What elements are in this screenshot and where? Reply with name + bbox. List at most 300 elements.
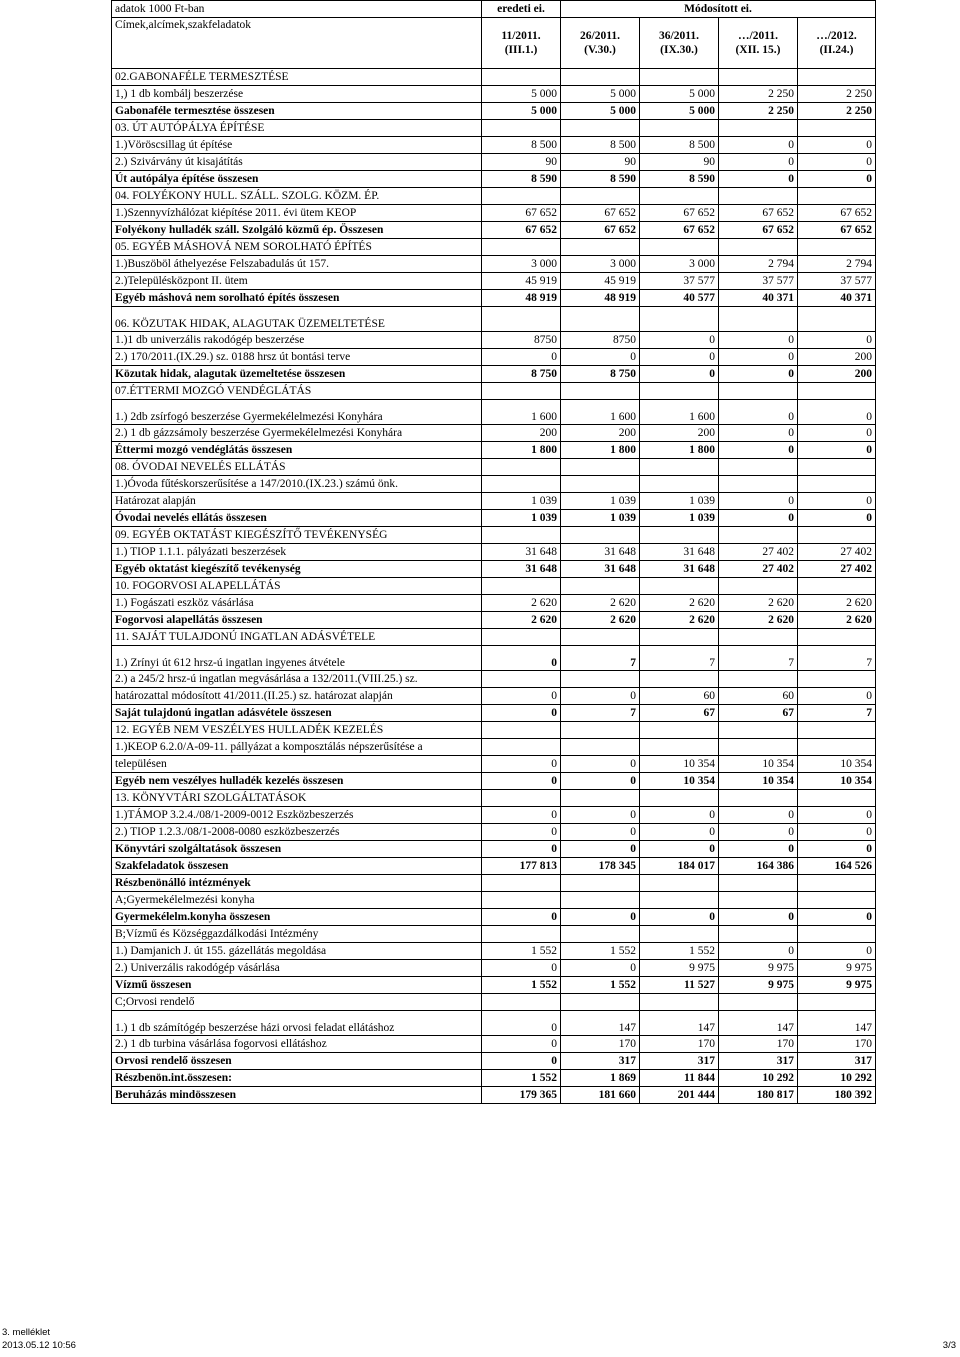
cell-value: 2 620 <box>482 595 561 612</box>
table-row <box>112 807 876 824</box>
cell-value <box>798 994 876 1011</box>
cell-value: 10 354 <box>640 773 719 790</box>
cell-value: 31 648 <box>482 544 561 561</box>
cell-value <box>482 239 561 256</box>
cell-value <box>561 239 640 256</box>
cell-value: 2 620 <box>640 595 719 612</box>
section-row <box>112 629 876 646</box>
cell-value: 0 <box>482 960 561 977</box>
table-row <box>112 332 876 349</box>
cell-value: 147 <box>798 1011 876 1036</box>
row-label: 11. SAJÁT TULAJDONÚ INGATLAN ADÁSVÉTELE <box>112 629 482 646</box>
cell-value: 0 <box>561 773 640 790</box>
cell-value <box>482 527 561 544</box>
table-row <box>112 1011 876 1036</box>
cell-value: 2 620 <box>482 612 561 629</box>
row-label: A;Gyermekélelmezési konyha <box>112 892 482 909</box>
row-label: településen <box>112 756 482 773</box>
cell-value <box>640 476 719 493</box>
cell-value <box>640 188 719 205</box>
row-label: 2.)Településközpont II. ütem <box>112 273 482 290</box>
cell-value: 3 000 <box>482 256 561 273</box>
cell-value: 2 794 <box>719 256 798 273</box>
table-row <box>112 688 876 705</box>
cell-value: 8750 <box>482 332 561 349</box>
section-row <box>112 875 876 892</box>
cell-value <box>561 476 640 493</box>
title-label: Címek,alcímek,szakfeladatok <box>112 18 482 69</box>
cell-value: 0 <box>719 154 798 171</box>
cell-value: 0 <box>640 349 719 366</box>
cell-value: 147 <box>719 1011 798 1036</box>
cell-value: 90 <box>640 154 719 171</box>
cell-value: 0 <box>798 425 876 442</box>
cell-value: 10 292 <box>798 1070 876 1087</box>
cell-value: 1 800 <box>482 442 561 459</box>
row-label: Éttermi mozgó vendéglátás összesen <box>112 442 482 459</box>
row-label: Részbenön.int.összesen: <box>112 1070 482 1087</box>
cell-value: 317 <box>719 1053 798 1070</box>
cell-value: 67 652 <box>561 222 640 239</box>
cell-value <box>561 994 640 1011</box>
cell-value: 1 600 <box>640 400 719 425</box>
cell-value: 5 000 <box>482 103 561 120</box>
section-row <box>112 476 876 493</box>
row-label: B;Vízmű és Községgazdálkodási Intézmény <box>112 926 482 943</box>
total-row <box>112 1053 876 1070</box>
cell-value: 0 <box>561 824 640 841</box>
cell-value <box>482 383 561 400</box>
cell-value <box>640 120 719 137</box>
cell-value: 179 365 <box>482 1087 561 1104</box>
cell-value <box>798 739 876 756</box>
cell-value: 5 000 <box>640 103 719 120</box>
section-row <box>112 383 876 400</box>
cell-value: 0 <box>482 1053 561 1070</box>
budget-sheet <box>111 0 875 1104</box>
cell-value: 0 <box>798 943 876 960</box>
row-label: 1.) TIOP 1.1.1. pályázati beszerzések <box>112 544 482 561</box>
cell-value: 0 <box>640 841 719 858</box>
cell-value: 0 <box>482 773 561 790</box>
section-row <box>112 527 876 544</box>
cell-value: 10 354 <box>719 773 798 790</box>
cell-value: 2 620 <box>798 595 876 612</box>
row-label: Beruházás mindösszesen <box>112 1087 482 1104</box>
total-row <box>112 705 876 722</box>
table-row <box>112 943 876 960</box>
cell-value <box>561 383 640 400</box>
row-label: 13. KÖNYVTÁRI SZOLGÁLTATÁSOK <box>112 790 482 807</box>
cell-value: 0 <box>798 332 876 349</box>
row-label: 2.) 1 db turbina vásárlása fogorvosi ellátáshoz <box>112 1036 482 1053</box>
cell-value <box>798 459 876 476</box>
cell-value <box>798 69 876 86</box>
row-label: 2.) 170/2011.(IX.29.) sz. 0188 hrsz út bontási terve <box>112 349 482 366</box>
section-row <box>112 722 876 739</box>
row-label: 1.) Fogászati eszköz vásárlása <box>112 595 482 612</box>
cell-value <box>482 69 561 86</box>
cell-value: 48 919 <box>561 290 640 307</box>
cell-value: 2 794 <box>798 256 876 273</box>
row-label: 1,) 1 db kombálj beszerzése <box>112 86 482 103</box>
total-row <box>112 442 876 459</box>
cell-value: 0 <box>719 400 798 425</box>
cell-value <box>640 671 719 688</box>
section-row <box>112 671 876 688</box>
table-row <box>112 400 876 425</box>
cell-value: 31 648 <box>640 561 719 578</box>
cell-value: 37 577 <box>798 273 876 290</box>
row-label: Gabonaféle termesztése összesen <box>112 103 482 120</box>
row-label: Könyvtári szolgáltatások összesen <box>112 841 482 858</box>
section-row <box>112 120 876 137</box>
total-row <box>112 222 876 239</box>
total-row <box>112 290 876 307</box>
total-row <box>112 510 876 527</box>
cell-value <box>640 892 719 909</box>
cell-value <box>719 383 798 400</box>
header-row-2 <box>112 18 876 69</box>
row-label: 02.GABONAFÉLE TERMESZTÉSE <box>112 69 482 86</box>
cell-value <box>798 476 876 493</box>
cell-value: 0 <box>640 366 719 383</box>
cell-value: 67 652 <box>719 222 798 239</box>
cell-value <box>482 629 561 646</box>
cell-value: 0 <box>640 807 719 824</box>
cell-value: 90 <box>561 154 640 171</box>
cell-value: 67 652 <box>482 222 561 239</box>
cell-value: 170 <box>640 1036 719 1053</box>
table-row <box>112 756 876 773</box>
table-row <box>112 256 876 273</box>
cell-value <box>640 629 719 646</box>
cell-value: 170 <box>719 1036 798 1053</box>
cell-value: 11 527 <box>640 977 719 994</box>
cell-value: 1 869 <box>561 1070 640 1087</box>
cell-value <box>719 671 798 688</box>
cell-value: 31 648 <box>640 544 719 561</box>
row-label: 07.ÉTTERMI MOZGÓ VENDÉGLÁTÁS <box>112 383 482 400</box>
cell-value: 200 <box>798 349 876 366</box>
section-row <box>112 892 876 909</box>
cell-value: 9 975 <box>640 960 719 977</box>
row-label: Út autópálya építése összesen <box>112 171 482 188</box>
cell-value <box>482 722 561 739</box>
table-row <box>112 824 876 841</box>
total-row <box>112 612 876 629</box>
cell-value: 1 039 <box>640 493 719 510</box>
cell-value: 0 <box>798 909 876 926</box>
cell-value <box>640 459 719 476</box>
cell-value: 0 <box>482 349 561 366</box>
cell-value <box>719 239 798 256</box>
cell-value: 0 <box>798 824 876 841</box>
cell-value <box>798 722 876 739</box>
cell-value: 0 <box>561 349 640 366</box>
section-row <box>112 790 876 807</box>
cell-value: 10 292 <box>719 1070 798 1087</box>
cell-value: 40 371 <box>798 290 876 307</box>
cell-value: 200 <box>640 425 719 442</box>
cell-value <box>561 926 640 943</box>
table-row <box>112 646 876 671</box>
cell-value <box>719 527 798 544</box>
cell-value: 8 750 <box>561 366 640 383</box>
cell-value: 0 <box>640 332 719 349</box>
cell-value <box>482 926 561 943</box>
cell-value: 0 <box>640 824 719 841</box>
cell-value <box>798 671 876 688</box>
cell-value: 37 577 <box>719 273 798 290</box>
cell-value <box>719 629 798 646</box>
cell-value: 60 <box>719 688 798 705</box>
cell-value <box>561 739 640 756</box>
row-label: Fogorvosi alapellátás összesen <box>112 612 482 629</box>
cell-value: 8 750 <box>482 366 561 383</box>
section-row <box>112 926 876 943</box>
cell-value <box>719 307 798 332</box>
cell-value: 8 590 <box>561 171 640 188</box>
cell-value: 0 <box>640 909 719 926</box>
cell-value <box>640 790 719 807</box>
cell-value: 2 250 <box>719 86 798 103</box>
cell-value: 0 <box>719 943 798 960</box>
cell-value <box>640 739 719 756</box>
cell-value: 2 620 <box>798 612 876 629</box>
cell-value: 27 402 <box>719 561 798 578</box>
cell-value: 7 <box>640 646 719 671</box>
cell-value: 7 <box>719 646 798 671</box>
table-row <box>112 205 876 222</box>
cell-value <box>798 926 876 943</box>
section-row <box>112 307 876 332</box>
cell-value: 0 <box>561 807 640 824</box>
cell-value: 200 <box>482 425 561 442</box>
row-label: Közutak hidak, alagutak üzemeltetése összesen <box>112 366 482 383</box>
row-label: 1.)1 db univerzális rakodógép beszerzése <box>112 332 482 349</box>
cell-value: 3 000 <box>561 256 640 273</box>
cell-value: 45 919 <box>561 273 640 290</box>
total-row <box>112 773 876 790</box>
cell-value: 0 <box>561 960 640 977</box>
row-label: Egyéb oktatást kiegészítő tevékenység <box>112 561 482 578</box>
modified-label: Módosított ei. <box>561 1 876 18</box>
cell-value: 0 <box>719 493 798 510</box>
cell-value: 164 386 <box>719 858 798 875</box>
row-label: 2.) TIOP 1.2.3./08/1-2008-0080 eszközbeszerzés <box>112 824 482 841</box>
cell-value: 0 <box>798 154 876 171</box>
table-row <box>112 595 876 612</box>
cell-value: 180 392 <box>798 1087 876 1104</box>
cell-value <box>482 476 561 493</box>
cell-value: 8 500 <box>482 137 561 154</box>
row-label: 1.) 1 db számítógép beszerzése házi orvosi feladat ellátáshoz <box>112 1011 482 1036</box>
cell-value: 10 354 <box>719 756 798 773</box>
cell-value: 40 577 <box>640 290 719 307</box>
cell-value: 0 <box>561 688 640 705</box>
row-label: Egyéb máshová nem sorolható építés összesen <box>112 290 482 307</box>
cell-value <box>561 527 640 544</box>
cell-value: 48 919 <box>482 290 561 307</box>
cell-value <box>640 307 719 332</box>
total-row <box>112 909 876 926</box>
cell-value: 1 039 <box>561 510 640 527</box>
cell-value: 0 <box>482 841 561 858</box>
cell-value: 8 500 <box>561 137 640 154</box>
cell-value <box>482 578 561 595</box>
cell-value: 67 652 <box>482 205 561 222</box>
cell-value: 178 345 <box>561 858 640 875</box>
cell-value: 0 <box>798 400 876 425</box>
cell-value: 67 <box>719 705 798 722</box>
cell-value: 0 <box>798 137 876 154</box>
cell-value: 9 975 <box>798 977 876 994</box>
cell-value: 9 975 <box>719 960 798 977</box>
row-label: Szakfeladatok összesen <box>112 858 482 875</box>
cell-value <box>561 459 640 476</box>
cell-value: 31 648 <box>482 561 561 578</box>
cell-value <box>482 892 561 909</box>
section-row <box>112 739 876 756</box>
cell-value: 0 <box>798 510 876 527</box>
total-row <box>112 366 876 383</box>
cell-value: 67 652 <box>798 222 876 239</box>
row-label: határozattal módosított 41/2011.(II.25.) sz. határozat alapján <box>112 688 482 705</box>
total-row <box>112 1070 876 1087</box>
table-row <box>112 544 876 561</box>
cell-value <box>798 790 876 807</box>
cell-value: 7 <box>561 646 640 671</box>
cell-value <box>798 120 876 137</box>
footer-annex: 3. melléklet <box>2 1327 51 1338</box>
table-row <box>112 349 876 366</box>
section-row <box>112 69 876 86</box>
cell-value <box>798 892 876 909</box>
cell-value: 10 354 <box>798 756 876 773</box>
cell-value: 1 552 <box>482 943 561 960</box>
cell-value: 0 <box>482 705 561 722</box>
cell-value: 147 <box>640 1011 719 1036</box>
cell-value: 0 <box>482 646 561 671</box>
cell-value <box>719 875 798 892</box>
table-row <box>112 86 876 103</box>
cell-value: 11 844 <box>640 1070 719 1087</box>
cell-value: 2 250 <box>798 86 876 103</box>
cell-value: 1 552 <box>561 977 640 994</box>
cell-value: 7 <box>798 646 876 671</box>
cell-value: 0 <box>719 425 798 442</box>
cell-value: 0 <box>798 171 876 188</box>
cell-value: 7 <box>561 705 640 722</box>
section-row <box>112 994 876 1011</box>
cell-value <box>640 69 719 86</box>
row-label: 10. FOGORVOSI ALAPELLÁTÁS <box>112 578 482 595</box>
cell-value: 7 <box>798 705 876 722</box>
cell-value <box>719 892 798 909</box>
cell-value: 201 444 <box>640 1087 719 1104</box>
cell-value <box>719 926 798 943</box>
row-label: 1.)Buszöböl áthelyezése Felszabadulás út 157. <box>112 256 482 273</box>
row-label: 12. EGYÉB NEM VESZÉLYES HULLADÉK KEZELÉS <box>112 722 482 739</box>
cell-value: 1 800 <box>561 442 640 459</box>
cell-value: 0 <box>482 1011 561 1036</box>
cell-value: 5 000 <box>640 86 719 103</box>
cell-value <box>561 671 640 688</box>
total-row <box>112 977 876 994</box>
cell-value <box>482 120 561 137</box>
table-row <box>112 273 876 290</box>
row-label: 06. KÖZUTAK HIDAK, ALAGUTAK ÜZEMELTETÉSE <box>112 307 482 332</box>
total-row <box>112 1087 876 1104</box>
cell-value: 0 <box>798 688 876 705</box>
cell-value: 0 <box>798 442 876 459</box>
row-label: 1.)TÁMOP 3.2.4./08/1-2009-0012 Eszközbeszerzés <box>112 807 482 824</box>
cell-value: 2 620 <box>561 612 640 629</box>
cell-value: 90 <box>482 154 561 171</box>
cell-value: 0 <box>798 841 876 858</box>
cell-value <box>640 578 719 595</box>
cell-value: 200 <box>561 425 640 442</box>
cell-value <box>482 307 561 332</box>
cell-value: 9 975 <box>719 977 798 994</box>
cell-value: 0 <box>482 824 561 841</box>
cell-value: 0 <box>561 756 640 773</box>
cell-value <box>561 875 640 892</box>
cell-value: 180 817 <box>719 1087 798 1104</box>
total-row <box>112 858 876 875</box>
cell-value <box>719 476 798 493</box>
table-row <box>112 137 876 154</box>
cell-value <box>719 790 798 807</box>
cell-value <box>640 722 719 739</box>
row-label: 2.) a 245/2 hrsz-ú ingatlan megvásárlása a 132/2011.(VIII.25.) sz. <box>112 671 482 688</box>
cell-value: 0 <box>719 807 798 824</box>
cell-value <box>719 459 798 476</box>
section-row <box>112 578 876 595</box>
cell-value: 1 552 <box>561 943 640 960</box>
cell-value: 0 <box>561 909 640 926</box>
cell-value <box>482 994 561 1011</box>
cell-value: 1 600 <box>482 400 561 425</box>
cell-value: 31 648 <box>561 561 640 578</box>
row-label: Vízmű összesen <box>112 977 482 994</box>
table-row <box>112 960 876 977</box>
col-header-5: …/2012. (II.24.) <box>798 18 876 69</box>
cell-value: 5 000 <box>482 86 561 103</box>
cell-value <box>561 578 640 595</box>
row-label: Határozat alapján <box>112 493 482 510</box>
cell-value: 0 <box>719 909 798 926</box>
table-row <box>112 425 876 442</box>
row-label: 1.) Damjanich J. út 155. gázellátás megoldása <box>112 943 482 960</box>
cell-value: 0 <box>719 510 798 527</box>
section-row <box>112 459 876 476</box>
cell-value: 0 <box>719 824 798 841</box>
cell-value: 2 250 <box>719 103 798 120</box>
cell-value: 67 652 <box>798 205 876 222</box>
cell-value: 3 000 <box>640 256 719 273</box>
cell-value: 67 652 <box>640 205 719 222</box>
cell-value <box>719 120 798 137</box>
row-label: 1.)Szennyvízhálózat kiépítése 2011. évi ütem KEOP <box>112 205 482 222</box>
row-label: 08. ÓVODAI NEVELÉS ELLÁTÁS <box>112 459 482 476</box>
section-row <box>112 188 876 205</box>
cell-value: 0 <box>719 442 798 459</box>
cell-value: 1 039 <box>482 493 561 510</box>
total-row <box>112 561 876 578</box>
cell-value: 31 648 <box>561 544 640 561</box>
